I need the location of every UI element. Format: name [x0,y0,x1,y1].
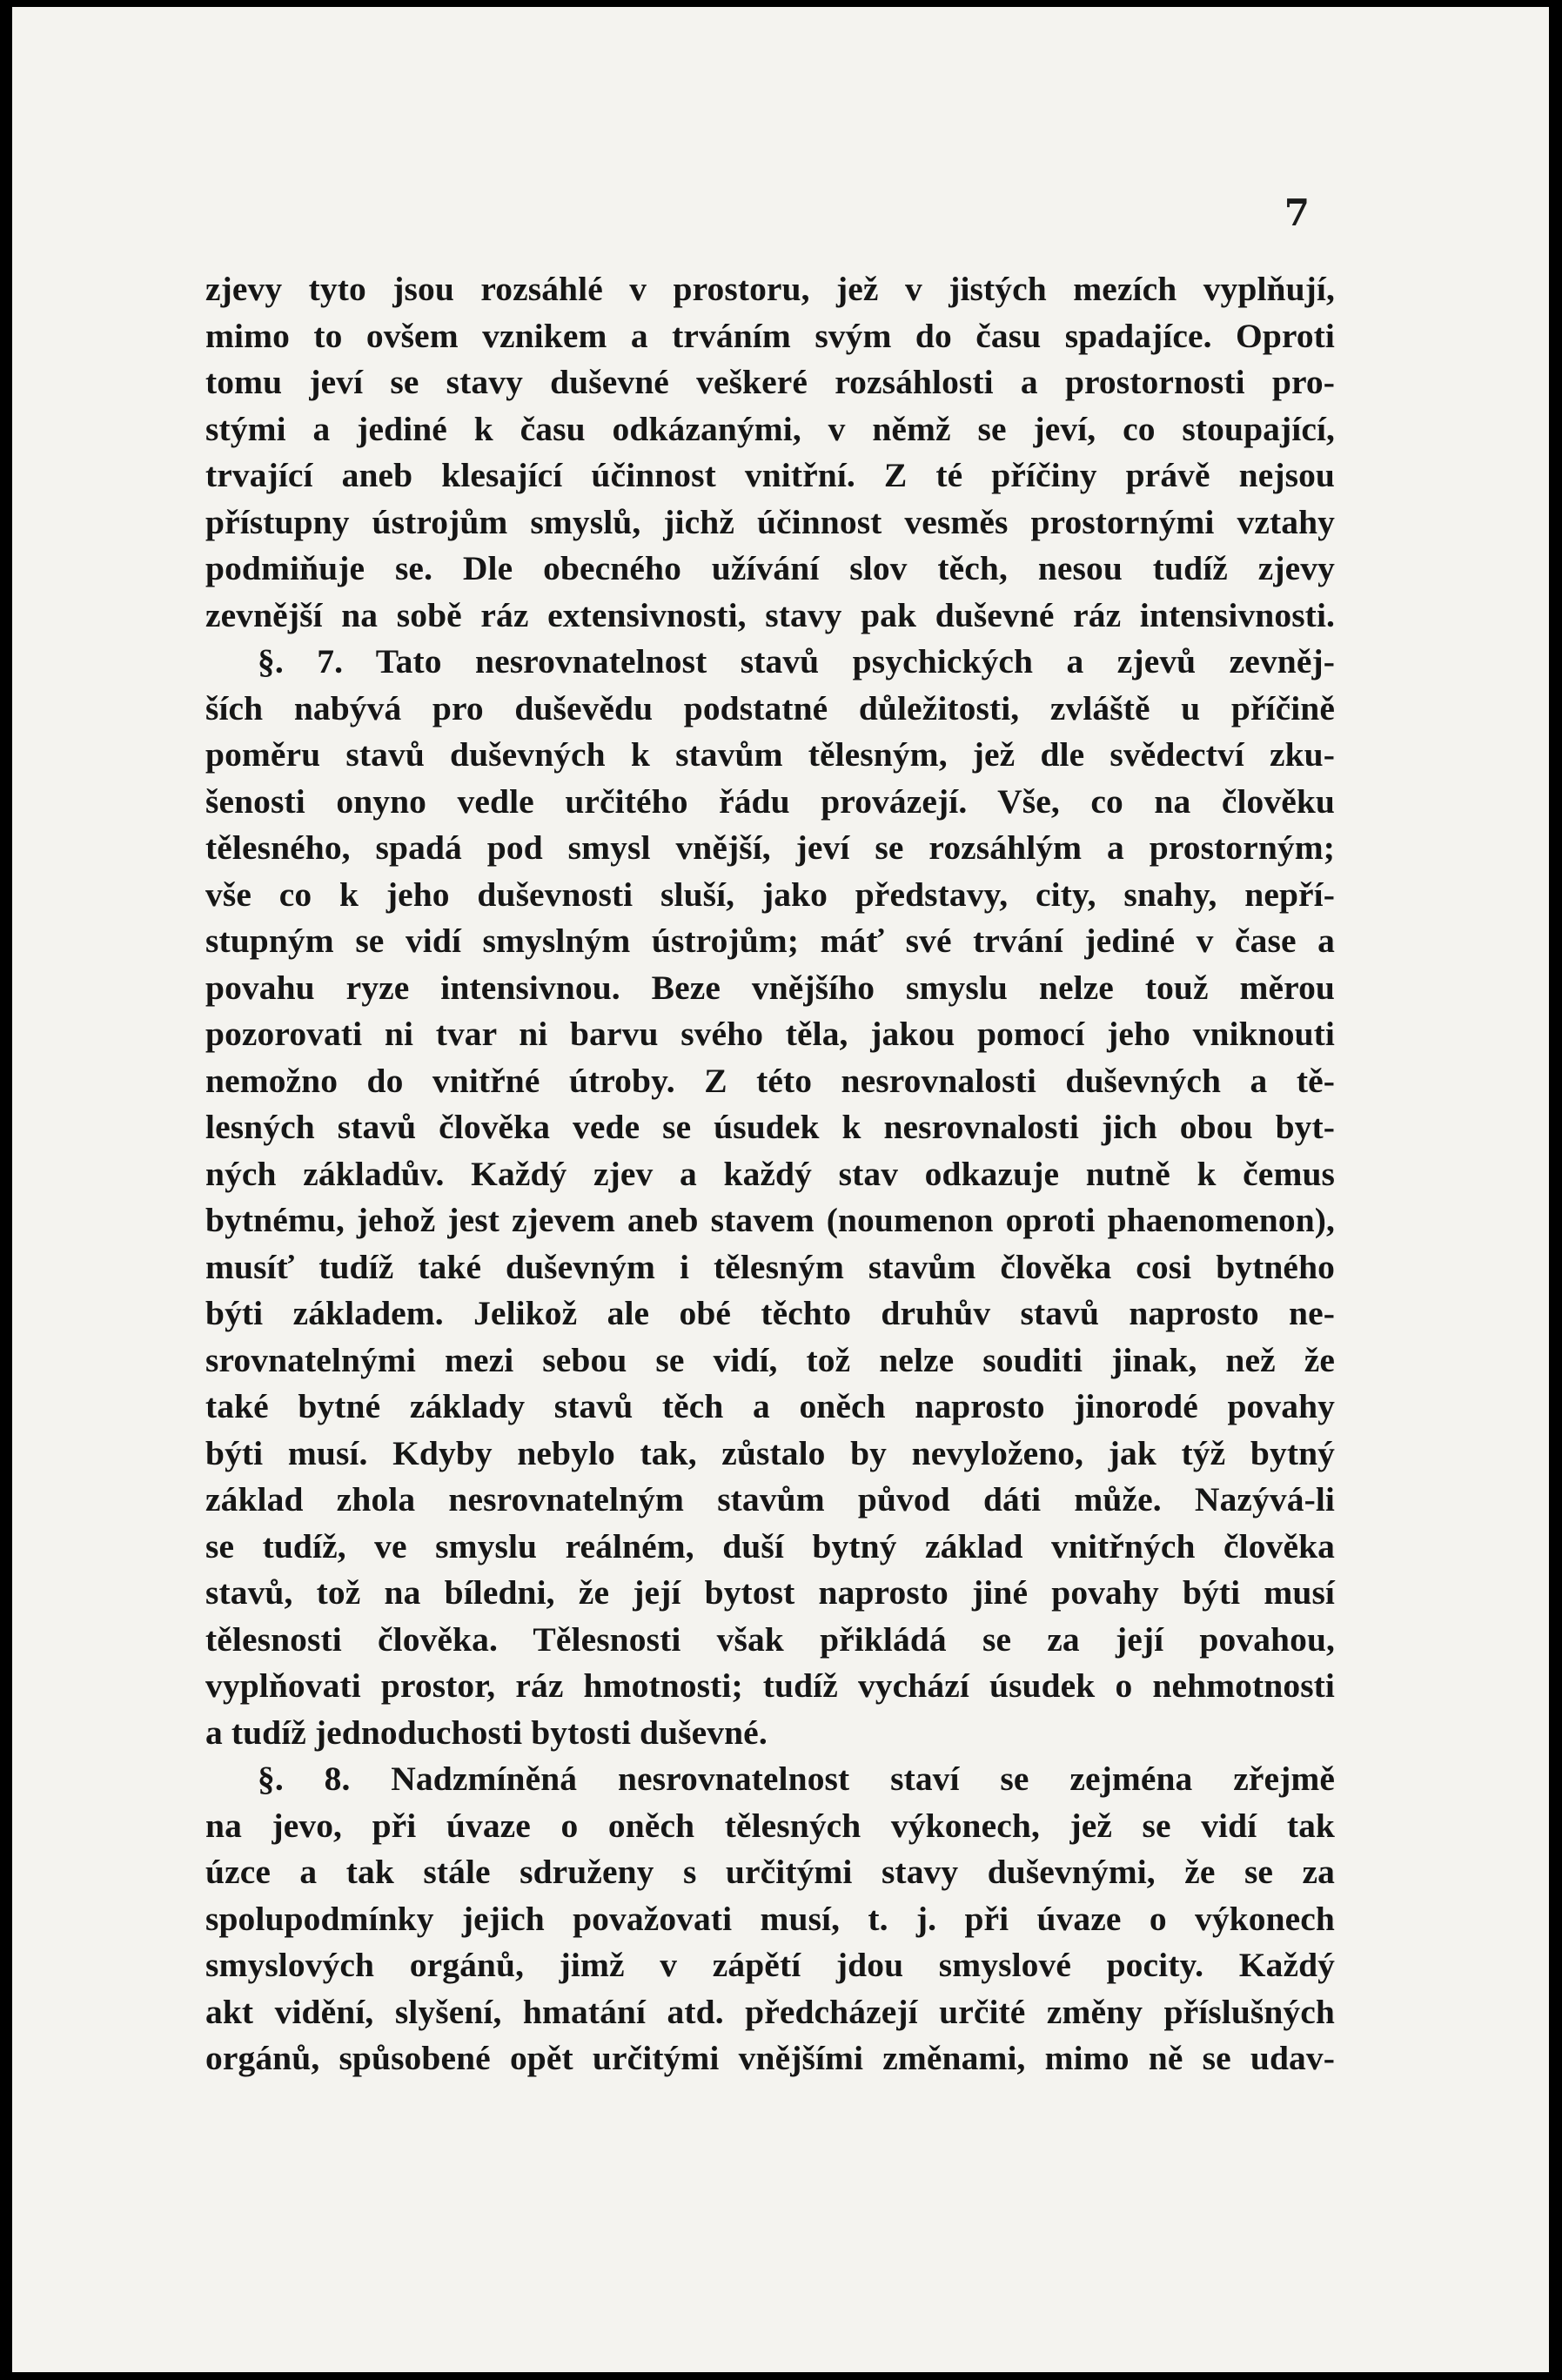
text-line: na jevo, při úvaze o oněch tělesných výkonech, jež se vidí tak [205,1806,1335,1845]
text-line: základ zhola nesrovnatelným stavům původ dáti může. Nazývá-li [205,1480,1335,1519]
text-line: býti základem. Jelikož ale obé těchto druhův stavů naprosto ne- [205,1294,1335,1332]
text-line: pozorovati ni tvar ni barvu svého těla, jakou pomocí jeho vniknouti [205,1015,1335,1053]
paragraph-end-line: a tudíž jednoduchosti bytosti duševné. [205,1713,768,1752]
text-line: bytnému, jehož jest zjevem aneb stavem (noumenon oproti phaenomenon), [205,1201,1335,1239]
text-line: povahu ryze intensivnou. Beze vnějšího smyslu nelze touž měrou [205,968,1335,1007]
text-line: tělesnosti člověka. Tělesnosti však přikládá se za její povahou, [205,1619,1335,1659]
text-line: se tudíž, ve smyslu reálném, duší bytný základ vnitřných člověka [205,1526,1335,1565]
text-line: vše co k jeho duševnosti sluší, jako představy, city, snahy, nepří- [205,875,1335,914]
text-line: akt vidění, slyšení, hmatání atd. předcházejí určité změny příslušných [205,1992,1335,2031]
text-line: stými a jediné k času odkázanými, v němž se jeví, co stoupající, [205,409,1335,448]
text-line: podmiňuje se. Dle obecného užívání slov těch, nesou tudíž zjevy [205,549,1335,587]
text-line: tomu jeví se stavy duševné veškeré rozsáhlosti a prostornosti pro- [205,363,1335,401]
text-line: zevnější na sobě ráz extensivnosti, stavy pak duševné ráz intensivnosti. [205,595,1335,634]
text-line: smyslových orgánů, jimž v zápětí jdou smyslové pocity. Každý [205,1946,1335,1984]
text-line: šenosti onyno vedle určitého řádu provázejí. Vše, co na člověku [205,781,1335,821]
section-heading-line: §. 8. Nadzmíněná nesrovnatelnost staví se zejména zřejmě [258,1760,1335,1798]
text-line: trvající aneb klesající účinnost vnitřní. Z té příčiny právě nejsou [205,456,1335,494]
text-line: úzce a tak stále sdruženy s určitými stavy duševnými, že se za [205,1853,1335,1891]
book-page [12,7,1549,2372]
text-line: mimo to ovšem vznikem a trváním svým do času spadajíce. Oproti [205,316,1335,355]
text-line: musíť tudíž také duševným i tělesným stavům člověka cosi bytného [205,1247,1335,1286]
text-line: zjevy tyto jsou rozsáhlé v prostoru, jež v jistých mezích vyplňují, [205,270,1335,308]
text-line: také bytné základy stavů těch a oněch naprosto jinorodé povahy [205,1387,1335,1425]
text-line: orgánů, spůsobené opět určitými vnějšími změnami, mimo ně se udav- [205,2039,1335,2077]
text-line: spolupodmínky jejich považovati musí, t. j. při úvaze o výkonech [205,1899,1335,1938]
text-line: ších nabývá pro duševědu podstatné důležitosti, zvláště u příčině [205,688,1335,727]
text-line: stupným se vidí smyslným ústrojům; máť své trvání jediné v čase a [205,922,1335,960]
text-line: vyplňovati prostor, ráz hmotnosti; tudíž vychází úsudek o nehmotnosti [205,1666,1335,1705]
text-line: býti musí. Kdyby nebylo tak, zůstalo by nevyloženo, jak týž bytný [205,1433,1335,1472]
text-line: stavů, tož na bíledni, že její bytost naprosto jiné povahy býti musí [205,1573,1335,1612]
text-line: přístupny ústrojům smyslů, jichž účinnost vesměs prostornými vztahy [205,502,1335,541]
text-line: lesných stavů člověka vede se úsudek k nesrovnalosti jich obou byt- [205,1108,1335,1146]
page-text [205,266,1335,2082]
text-line: ných základův. Každý zjev a každý stav odkazuje nutně k čemus [205,1154,1335,1193]
page-number: 7 [1284,191,1310,234]
text-line: poměru stavů duševných k stavům tělesným, jež dle svědectví zku- [205,735,1335,774]
text-line: tělesného, spadá pod smysl vnější, jeví se rozsáhlým a prostorným; [205,828,1335,867]
text-line: nemožno do vnitřné útroby. Z této nesrovnalosti duševných a tě- [205,1061,1335,1100]
section-heading-line: §. 7. Tato nesrovnatelnost stavů psychických a zjevů zevněj- [258,642,1335,680]
text-line: srovnatelnými mezi sebou se vidí, tož nelze souditi jinak, než že [205,1340,1335,1379]
